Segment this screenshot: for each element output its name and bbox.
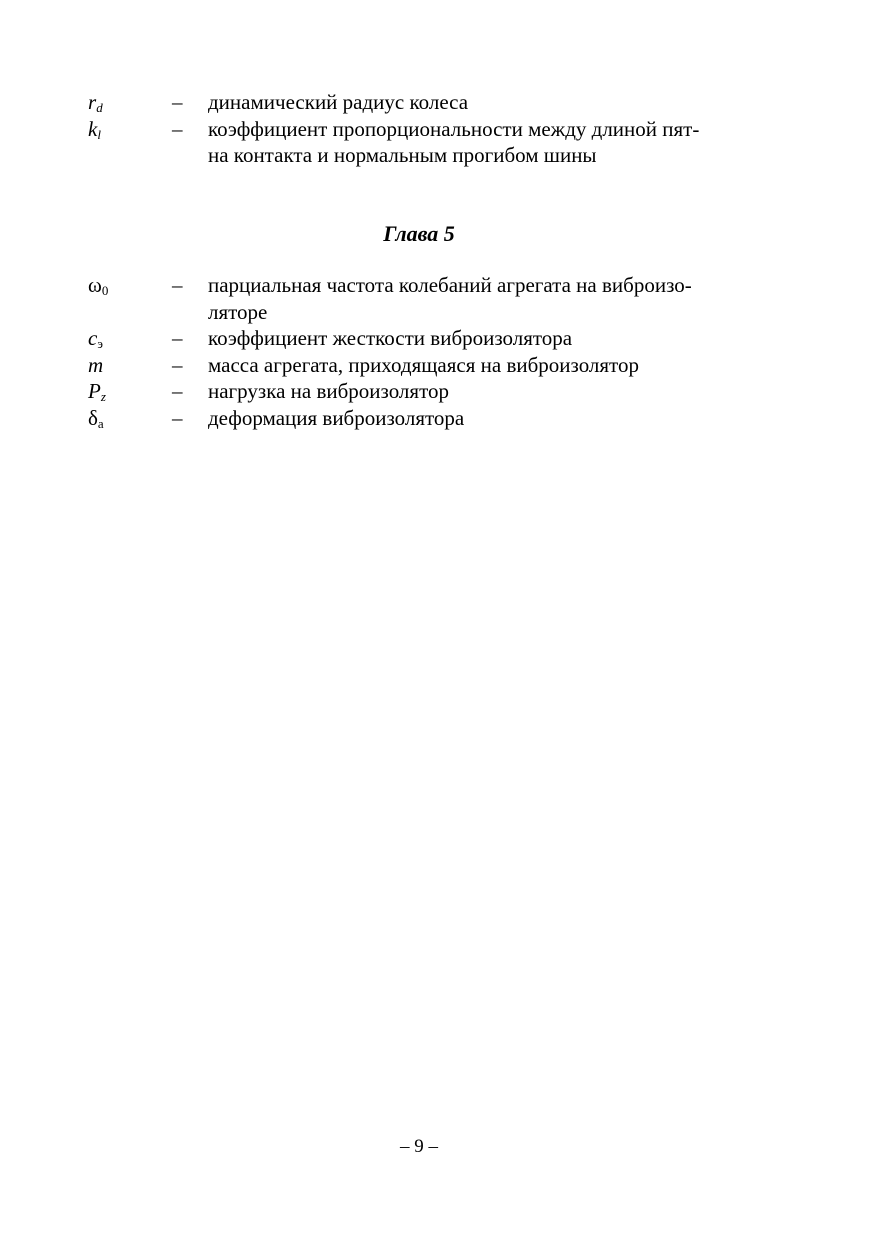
symbol-list-top <box>88 89 768 169</box>
description-kl: коэффициент пропорциональности между длиной пят- на контакта и нормальным прогибом шины <box>208 116 700 167</box>
symbol-kl: $k_l$ <box>88 116 101 142</box>
dash: – <box>172 379 183 403</box>
dash: – <box>172 352 183 377</box>
description-delta-a: деформация виброизолятора <box>208 405 465 430</box>
list-item-rd <box>88 89 768 116</box>
page-number: – 9 – <box>400 1136 438 1157</box>
list-item-ce <box>88 325 768 352</box>
list-item-delta-a <box>88 405 768 432</box>
description-m: масса агрегата, приходящаяся на виброизолятор <box>208 352 639 377</box>
dash: – <box>172 326 183 350</box>
symbol-m: m <box>88 352 104 377</box>
list-item-m <box>88 352 768 379</box>
symbol-ce: $c_э$ <box>88 326 103 351</box>
description-omega0: парциальная частота колебаний агрегата на виброизо- ляторе <box>208 273 692 324</box>
dash: – <box>172 405 183 430</box>
dash: – <box>172 273 183 297</box>
list-item-omega0 <box>88 272 768 325</box>
dash: – <box>172 90 183 114</box>
symbol-pz: $P_z$ <box>88 379 106 404</box>
symbol-omega0: $\omega_0$ <box>88 273 109 298</box>
list-item-pz <box>88 378 768 405</box>
symbol-list-chapter-5 <box>88 272 768 431</box>
description-rd: динамический радиус колеса <box>208 90 469 114</box>
chapter-title: Глава 5 <box>383 221 455 246</box>
symbol-delta-a: $\delta_а$ <box>88 405 104 431</box>
symbol-rd: $r_d$ <box>88 90 103 115</box>
dash: – <box>172 116 183 141</box>
description-pz: нагрузка на виброизолятор <box>208 379 449 403</box>
description-ce: коэффициент жесткости виброизолятора <box>208 326 573 350</box>
list-item-kl <box>88 116 768 169</box>
